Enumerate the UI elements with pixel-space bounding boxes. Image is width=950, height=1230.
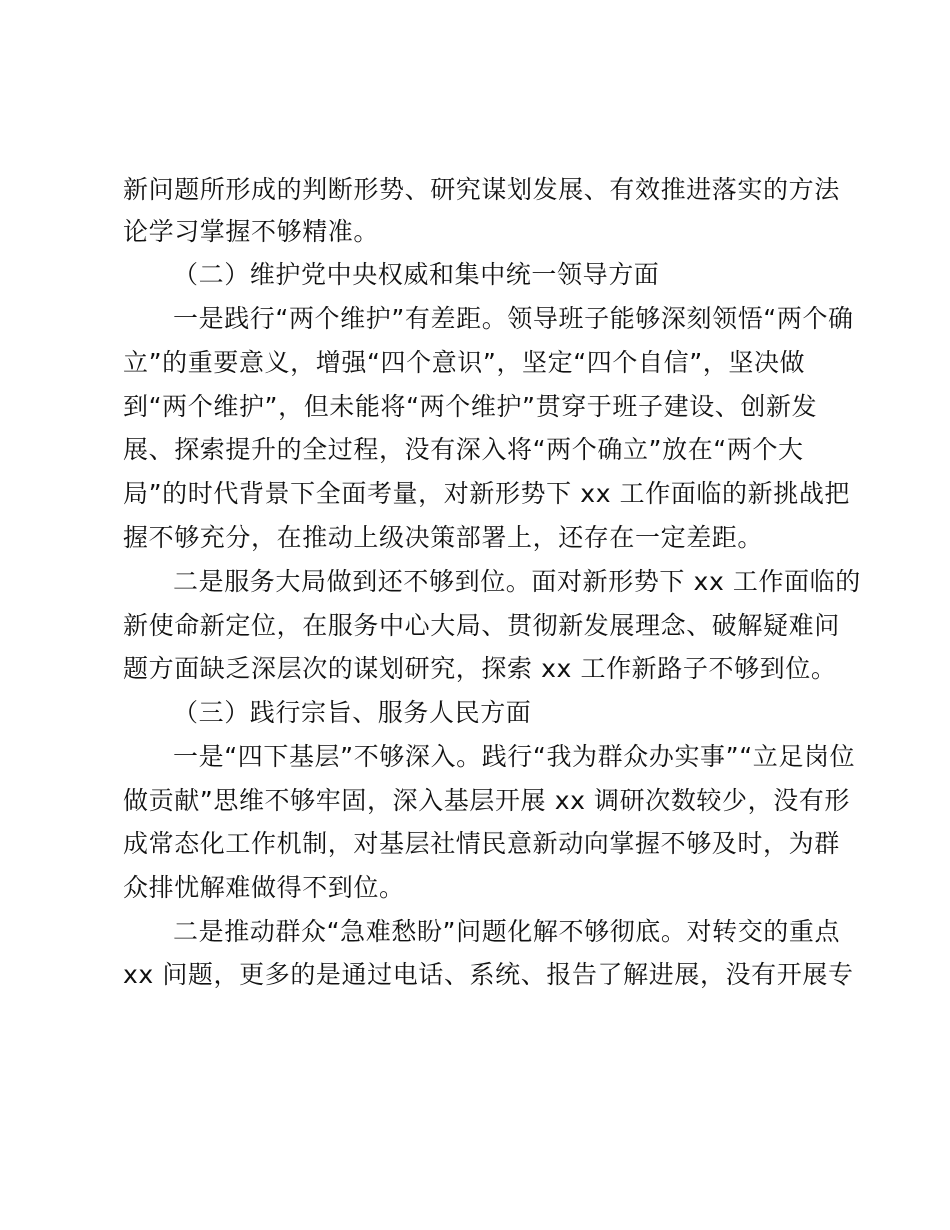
- section-heading: （二）维护党中央权威和集中统一领导方面: [173, 260, 660, 289]
- body-text-line: 立”的重要意义，增强“四个意识”，坚定“四个自信”，坚决做: [123, 348, 806, 377]
- body-text-line: 展、探索提升的全过程，没有深入将“两个确立”放在“两个大: [123, 435, 804, 464]
- body-text-line: 到“两个维护”，但未能将“两个维护”贯穿于班子建设、创新发: [123, 392, 818, 421]
- body-text-line: 局”的时代背景下全面考量，对新形势下 xx 工作面临的新挑战把: [123, 479, 851, 508]
- paragraph-first-line: 一是践行“两个维护”有差距。领导班子能够深刻领悟“两个确: [173, 304, 854, 333]
- paragraph-first-line: 二是推动群众“急难愁盼”问题化解不够彻底。对转交的重点: [173, 917, 841, 946]
- paragraph-first-line: 二是服务大局做到还不够到位。面对新形势下 xx 工作面临的: [173, 567, 861, 596]
- body-text-line: 新问题所形成的判断形势、研究谋划发展、有效推进落实的方法: [123, 175, 840, 204]
- body-text-line: 众排忧解难做得不到位。: [123, 873, 405, 902]
- section-heading: （三）践行宗旨、服务人民方面: [173, 698, 532, 727]
- paragraph-first-line: 一是“四下基层”不够深入。践行“我为群众办实事”“立足岗位: [173, 742, 856, 771]
- body-text-line: 论学习掌握不够精准。: [123, 217, 380, 246]
- body-text-line: 题方面缺乏深层次的谋划研究，探索 xx 工作新路子不够到位。: [123, 654, 837, 683]
- body-text-line: 做贡献”思维不够牢固，深入基层开展 xx 调研次数较少，没有形: [123, 786, 851, 815]
- body-text-line: xx 问题，更多的是通过电话、系统、报告了解进展，没有开展专: [123, 960, 854, 989]
- body-text-line: 握不够充分，在推动上级决策部署上，还存在一定差距。: [123, 523, 764, 552]
- body-text-line: 新使命新定位，在服务中心大局、贯彻新发展理念、破解疑难问: [123, 611, 840, 640]
- body-text-line: 成常态化工作机制，对基层社情民意新动向掌握不够及时，为群: [123, 829, 840, 858]
